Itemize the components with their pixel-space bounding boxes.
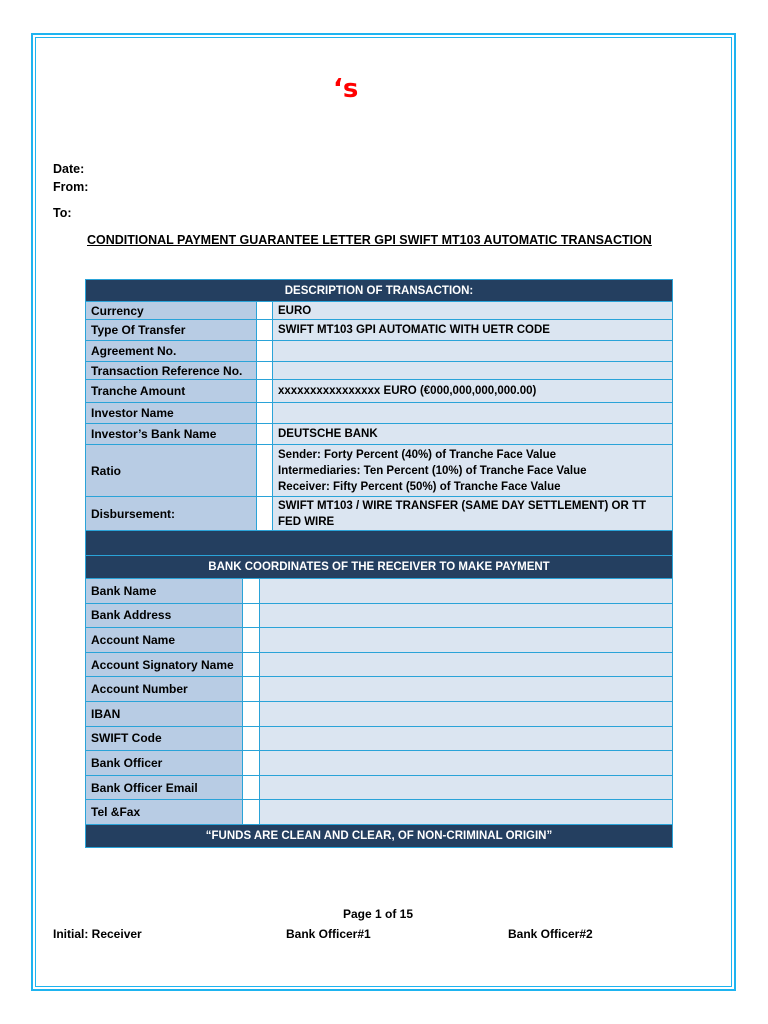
transaction-field-value: [273, 320, 672, 340]
company-logo-text: ‘s: [333, 74, 359, 104]
from-label: From:: [53, 180, 89, 194]
bank-field-value: [260, 579, 672, 603]
value-line: Intermediaries: Ten Percent (10%) of Tranche Face Value: [278, 464, 587, 477]
transaction-field-value: [273, 424, 672, 444]
bank-field-label: Bank Address: [86, 604, 243, 628]
value-line: DEUTSCHE BANK: [278, 428, 378, 440]
spacer-cell: [257, 497, 273, 530]
transaction-heading: DESCRIPTION OF TRANSACTION:: [86, 280, 672, 302]
funds-statement: “FUNDS ARE CLEAN AND CLEAR, OF NON-CRIMINAL ORIGIN”: [86, 825, 672, 847]
value-line: SWIFT MT103 / WIRE TRANSFER (SAME DAY SETTLEMENT) OR TT: [278, 499, 647, 512]
spacer-cell: [243, 579, 260, 603]
spacer-cell: [243, 800, 260, 824]
bank-field-value: [260, 702, 672, 726]
bank-field-label: Bank Officer: [86, 751, 243, 775]
spacer-cell: [257, 341, 273, 361]
value-line: Sender: Forty Percent (40%) of Tranche Face Value: [278, 448, 557, 461]
transaction-field-label: Agreement No.: [86, 341, 257, 361]
spacer-cell: [257, 424, 273, 444]
spacer-cell: [257, 362, 273, 379]
bank-field-row: [86, 579, 672, 604]
bank-field-value: [260, 776, 672, 800]
transaction-row: [86, 320, 672, 341]
bank-field-row: [86, 628, 672, 653]
spacer-cell: [243, 776, 260, 800]
bank-field-label: Account Signatory Name: [86, 653, 243, 677]
spacer-cell: [243, 727, 260, 751]
transaction-field-label: Currency: [86, 302, 257, 319]
transaction-field-label: Type Of Transfer: [86, 320, 257, 340]
bank-field-value: [260, 628, 672, 652]
spacer-cell: [243, 702, 260, 726]
spacer-cell: [243, 604, 260, 628]
bank-coordinates-heading: BANK COORDINATES OF THE RECEIVER TO MAKE PAYMENT: [86, 556, 672, 579]
transaction-row: [86, 445, 672, 497]
bank-field-value: [260, 751, 672, 775]
bank-field-row: [86, 800, 672, 825]
transaction-field-label: Investor Name: [86, 403, 257, 423]
bank-field-row: [86, 751, 672, 776]
bank-field-label: Account Number: [86, 677, 243, 701]
transaction-row: [86, 362, 672, 380]
transaction-table: [85, 279, 673, 848]
transaction-field-value: [273, 302, 672, 319]
bank-field-label: Tel &Fax: [86, 800, 243, 824]
bank-field-label: Bank Name: [86, 579, 243, 603]
bank-field-row: [86, 776, 672, 801]
bank-field-value: [260, 800, 672, 824]
transaction-row: [86, 341, 672, 362]
bank-field-value: [260, 653, 672, 677]
bank-field-label: SWIFT Code: [86, 727, 243, 751]
date-label: Date:: [53, 162, 85, 176]
spacer-cell: [257, 403, 273, 423]
page-number: Page 1 of 15: [343, 907, 414, 921]
transaction-field-label: Investor’s Bank Name: [86, 424, 257, 444]
value-line: Receiver: Fifty Percent (50%) of Tranche Face Value: [278, 480, 561, 493]
bank-field-row: [86, 604, 672, 629]
bank-field-row: [86, 677, 672, 702]
spacer-cell: [257, 302, 273, 319]
spacer-cell: [257, 445, 273, 496]
bank-field-row: [86, 653, 672, 678]
spacer-cell: [243, 677, 260, 701]
transaction-field-value: [273, 403, 672, 423]
transaction-row: [86, 424, 672, 445]
spacer-cell: [243, 628, 260, 652]
value-line: EURO: [278, 304, 312, 317]
transaction-field-value: [273, 362, 672, 379]
bank-field-label: Bank Officer Email: [86, 776, 243, 800]
bank-field-row: [86, 727, 672, 752]
initial-receiver: Initial: Receiver: [53, 927, 142, 941]
transaction-rows: [86, 302, 672, 531]
transaction-row: [86, 403, 672, 424]
transaction-row: [86, 497, 672, 531]
initial-bank-officer-1: Bank Officer#1: [286, 927, 371, 941]
bank-field-label: IBAN: [86, 702, 243, 726]
spacer-cell: [257, 320, 273, 340]
document-title: CONDITIONAL PAYMENT GUARANTEE LETTER GPI SWIFT MT103 AUTOMATIC TRANSACTION: [87, 233, 652, 247]
spacer-cell: [243, 653, 260, 677]
bank-field-row: [86, 702, 672, 727]
value-line: FED WIRE: [278, 515, 335, 528]
transaction-field-label: Tranche Amount: [86, 380, 257, 402]
spacer-cell: [243, 751, 260, 775]
transaction-field-value: [273, 445, 672, 496]
bank-field-value: [260, 677, 672, 701]
bank-field-value: [260, 727, 672, 751]
transaction-field-value: [273, 380, 672, 402]
spacer-cell: [257, 380, 273, 402]
transaction-field-label: Transaction Reference No.: [86, 362, 257, 379]
transaction-row: [86, 302, 672, 320]
transaction-field-value: [273, 497, 672, 530]
table-divider-bar: [86, 531, 672, 556]
transaction-field-label: Disbursement:: [86, 497, 257, 530]
bank-field-value: [260, 604, 672, 628]
bank-field-label: Account Name: [86, 628, 243, 652]
value-line: xxxxxxxxxxxxxxxx EURO (€000,000,000,000.00): [278, 385, 537, 397]
transaction-field-label: Ratio: [86, 445, 257, 496]
initial-bank-officer-2: Bank Officer#2: [508, 927, 593, 941]
transaction-field-value: [273, 341, 672, 361]
transaction-row: [86, 380, 672, 403]
bank-coordinates-rows: [86, 579, 672, 825]
to-label: To:: [53, 206, 72, 220]
value-line: SWIFT MT103 GPI AUTOMATIC WITH UETR CODE: [278, 324, 550, 336]
